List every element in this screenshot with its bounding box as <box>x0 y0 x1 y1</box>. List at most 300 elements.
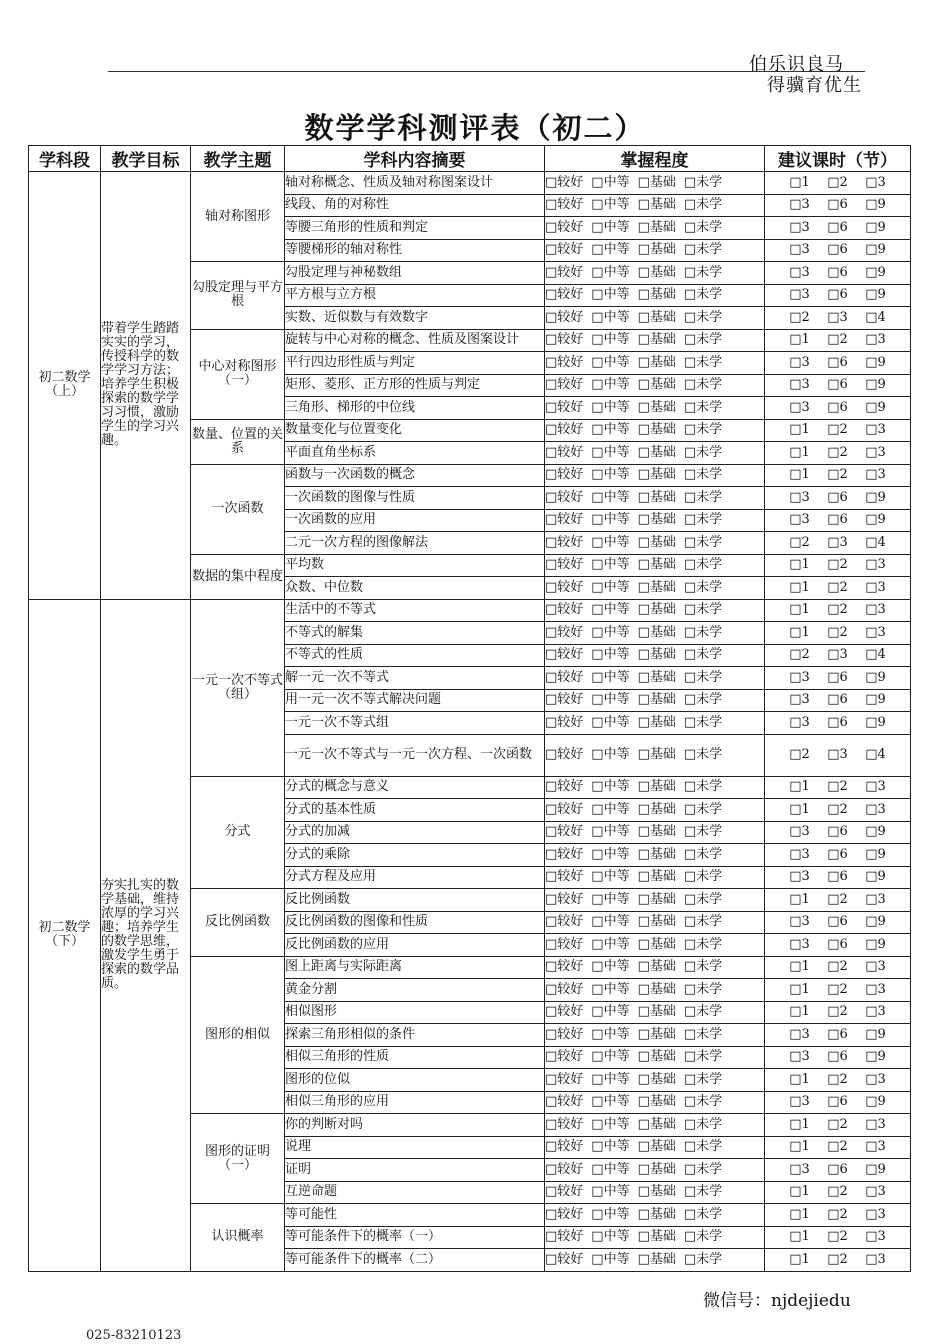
mastery-checkbox[interactable]: □未学 <box>683 467 723 483</box>
mastery-checkbox[interactable]: □较好 <box>545 602 584 618</box>
mastery-checkbox[interactable]: □未学 <box>683 779 723 795</box>
mastery-checkbox[interactable]: □中等 <box>591 1116 630 1132</box>
mastery-checkbox[interactable]: □未学 <box>683 936 723 952</box>
mastery-checkbox[interactable]: □未学 <box>683 647 723 663</box>
hours-checkbox[interactable]: □1 <box>789 891 810 907</box>
mastery-checkbox[interactable]: □基础 <box>637 891 676 907</box>
mastery-checkbox[interactable]: □未学 <box>683 534 723 550</box>
hours-checkbox[interactable]: □3 <box>789 219 810 235</box>
mastery-checkbox[interactable]: □基础 <box>637 332 676 348</box>
mastery-checkbox[interactable]: □基础 <box>637 534 676 550</box>
mastery-checkbox[interactable]: □基础 <box>637 914 676 930</box>
mastery-checkbox[interactable]: □较好 <box>545 1004 584 1020</box>
hours-checkbox[interactable]: □2 <box>827 332 848 348</box>
hours-checkbox[interactable]: □6 <box>827 824 848 840</box>
hours-checkbox[interactable]: □2 <box>827 959 848 975</box>
mastery-checkbox[interactable]: □基础 <box>637 1071 676 1087</box>
mastery-checkbox[interactable]: □未学 <box>683 174 723 190</box>
mastery-checkbox[interactable]: □较好 <box>545 264 584 280</box>
hours-checkbox[interactable]: □3 <box>789 1094 810 1110</box>
mastery-checkbox[interactable]: □未学 <box>683 747 723 762</box>
mastery-checkbox[interactable]: □中等 <box>591 779 630 795</box>
mastery-checkbox[interactable]: □基础 <box>637 624 676 640</box>
mastery-checkbox[interactable]: □未学 <box>683 602 723 618</box>
hours-checkbox[interactable]: □3 <box>865 1229 886 1245</box>
hours-checkbox[interactable]: □6 <box>827 1049 848 1065</box>
mastery-checkbox[interactable]: □较好 <box>545 1094 584 1110</box>
mastery-checkbox[interactable]: □较好 <box>545 869 584 885</box>
mastery-checkbox[interactable]: □较好 <box>545 1206 584 1222</box>
mastery-checkbox[interactable]: □未学 <box>683 264 723 280</box>
hours-checkbox[interactable]: □3 <box>789 692 810 708</box>
mastery-checkbox[interactable]: □较好 <box>545 647 584 663</box>
mastery-checkbox[interactable]: □中等 <box>591 714 630 730</box>
mastery-checkbox[interactable]: □较好 <box>545 287 584 303</box>
mastery-checkbox[interactable]: □中等 <box>591 309 630 325</box>
mastery-checkbox[interactable]: □基础 <box>637 287 676 303</box>
hours-checkbox[interactable]: □1 <box>789 801 810 817</box>
mastery-checkbox[interactable]: □基础 <box>637 377 676 393</box>
mastery-checkbox[interactable]: □较好 <box>545 399 584 415</box>
hours-checkbox[interactable]: □9 <box>865 692 886 708</box>
mastery-checkbox[interactable]: □基础 <box>637 747 676 762</box>
mastery-checkbox[interactable]: □未学 <box>683 1229 723 1245</box>
hours-checkbox[interactable]: □4 <box>865 647 886 663</box>
hours-checkbox[interactable]: □6 <box>827 287 848 303</box>
mastery-checkbox[interactable]: □中等 <box>591 846 630 862</box>
hours-checkbox[interactable]: □3 <box>865 981 886 997</box>
hours-checkbox[interactable]: □6 <box>827 197 848 213</box>
mastery-checkbox[interactable]: □中等 <box>591 422 630 438</box>
mastery-checkbox[interactable]: □基础 <box>637 512 676 528</box>
mastery-checkbox[interactable]: □中等 <box>591 1161 630 1177</box>
mastery-checkbox[interactable]: □中等 <box>591 1094 630 1110</box>
mastery-checkbox[interactable]: □中等 <box>591 692 630 708</box>
mastery-checkbox[interactable]: □未学 <box>683 1161 723 1177</box>
mastery-checkbox[interactable]: □中等 <box>591 332 630 348</box>
mastery-checkbox[interactable]: □未学 <box>683 1049 723 1065</box>
hours-checkbox[interactable]: □2 <box>827 174 848 190</box>
mastery-checkbox[interactable]: □较好 <box>545 309 584 325</box>
hours-checkbox[interactable]: □6 <box>827 399 848 415</box>
mastery-checkbox[interactable]: □较好 <box>545 444 584 460</box>
mastery-checkbox[interactable]: □未学 <box>683 219 723 235</box>
hours-checkbox[interactable]: □2 <box>827 557 848 573</box>
mastery-checkbox[interactable]: □较好 <box>545 846 584 862</box>
mastery-checkbox[interactable]: □未学 <box>683 512 723 528</box>
mastery-checkbox[interactable]: □较好 <box>545 714 584 730</box>
mastery-checkbox[interactable]: □中等 <box>591 959 630 975</box>
hours-checkbox[interactable]: □2 <box>827 1071 848 1087</box>
mastery-checkbox[interactable]: □较好 <box>545 534 584 550</box>
mastery-checkbox[interactable]: □基础 <box>637 1161 676 1177</box>
mastery-checkbox[interactable]: □基础 <box>637 1049 676 1065</box>
mastery-checkbox[interactable]: □中等 <box>591 1026 630 1042</box>
mastery-checkbox[interactable]: □较好 <box>545 377 584 393</box>
mastery-checkbox[interactable]: □中等 <box>591 174 630 190</box>
hours-checkbox[interactable]: □4 <box>865 309 886 325</box>
hours-checkbox[interactable]: □3 <box>827 309 848 325</box>
mastery-checkbox[interactable]: □基础 <box>637 1139 676 1155</box>
hours-checkbox[interactable]: □2 <box>827 422 848 438</box>
mastery-checkbox[interactable]: □基础 <box>637 669 676 685</box>
mastery-checkbox[interactable]: □中等 <box>591 914 630 930</box>
mastery-checkbox[interactable]: □中等 <box>591 1206 630 1222</box>
mastery-checkbox[interactable]: □中等 <box>591 219 630 235</box>
hours-checkbox[interactable]: □2 <box>827 624 848 640</box>
hours-checkbox[interactable]: □3 <box>789 512 810 528</box>
mastery-checkbox[interactable]: □未学 <box>683 399 723 415</box>
hours-checkbox[interactable]: □2 <box>827 891 848 907</box>
mastery-checkbox[interactable]: □较好 <box>545 557 584 573</box>
hours-checkbox[interactable]: □3 <box>789 399 810 415</box>
mastery-checkbox[interactable]: □基础 <box>637 579 676 595</box>
mastery-checkbox[interactable]: □未学 <box>683 1116 723 1132</box>
hours-checkbox[interactable]: □3 <box>789 489 810 505</box>
hours-checkbox[interactable]: □9 <box>865 242 886 258</box>
mastery-checkbox[interactable]: □基础 <box>637 647 676 663</box>
hours-checkbox[interactable]: □3 <box>827 747 848 762</box>
mastery-checkbox[interactable]: □未学 <box>683 579 723 595</box>
mastery-checkbox[interactable]: □较好 <box>545 1184 584 1200</box>
hours-checkbox[interactable]: □6 <box>827 242 848 258</box>
hours-checkbox[interactable]: □3 <box>789 1161 810 1177</box>
mastery-checkbox[interactable]: □基础 <box>637 869 676 885</box>
hours-checkbox[interactable]: □6 <box>827 669 848 685</box>
hours-checkbox[interactable]: □6 <box>827 1161 848 1177</box>
mastery-checkbox[interactable]: □较好 <box>545 1251 584 1267</box>
mastery-checkbox[interactable]: □较好 <box>545 936 584 952</box>
mastery-checkbox[interactable]: □较好 <box>545 1229 584 1245</box>
mastery-checkbox[interactable]: □中等 <box>591 602 630 618</box>
hours-checkbox[interactable]: □1 <box>789 422 810 438</box>
mastery-checkbox[interactable]: □未学 <box>683 1184 723 1200</box>
hours-checkbox[interactable]: □9 <box>865 669 886 685</box>
hours-checkbox[interactable]: □3 <box>865 1184 886 1200</box>
mastery-checkbox[interactable]: □未学 <box>683 1004 723 1020</box>
mastery-checkbox[interactable]: □未学 <box>683 242 723 258</box>
mastery-checkbox[interactable]: □中等 <box>591 1251 630 1267</box>
hours-checkbox[interactable]: □3 <box>865 959 886 975</box>
mastery-checkbox[interactable]: □中等 <box>591 669 630 685</box>
mastery-checkbox[interactable]: □未学 <box>683 824 723 840</box>
mastery-checkbox[interactable]: □未学 <box>683 846 723 862</box>
mastery-checkbox[interactable]: □基础 <box>637 489 676 505</box>
hours-checkbox[interactable]: □1 <box>789 1251 810 1267</box>
mastery-checkbox[interactable]: □未学 <box>683 444 723 460</box>
mastery-checkbox[interactable]: □基础 <box>637 1229 676 1245</box>
mastery-checkbox[interactable]: □较好 <box>545 219 584 235</box>
mastery-checkbox[interactable]: □中等 <box>591 1229 630 1245</box>
mastery-checkbox[interactable]: □较好 <box>545 692 584 708</box>
hours-checkbox[interactable]: □3 <box>789 264 810 280</box>
hours-checkbox[interactable]: □3 <box>789 197 810 213</box>
mastery-checkbox[interactable]: □较好 <box>545 242 584 258</box>
hours-checkbox[interactable]: □2 <box>789 309 810 325</box>
hours-checkbox[interactable]: □2 <box>827 1139 848 1155</box>
mastery-checkbox[interactable]: □较好 <box>545 747 584 762</box>
mastery-checkbox[interactable]: □较好 <box>545 1116 584 1132</box>
hours-checkbox[interactable]: □3 <box>865 1206 886 1222</box>
hours-checkbox[interactable]: □3 <box>865 624 886 640</box>
mastery-checkbox[interactable]: □中等 <box>591 444 630 460</box>
mastery-checkbox[interactable]: □中等 <box>591 197 630 213</box>
mastery-checkbox[interactable]: □基础 <box>637 467 676 483</box>
mastery-checkbox[interactable]: □未学 <box>683 1251 723 1267</box>
mastery-checkbox[interactable]: □较好 <box>545 354 584 370</box>
mastery-checkbox[interactable]: □基础 <box>637 1184 676 1200</box>
hours-checkbox[interactable]: □1 <box>789 779 810 795</box>
mastery-checkbox[interactable]: □基础 <box>637 801 676 817</box>
mastery-checkbox[interactable]: □未学 <box>683 869 723 885</box>
hours-checkbox[interactable]: □9 <box>865 1094 886 1110</box>
hours-checkbox[interactable]: □3 <box>865 1004 886 1020</box>
mastery-checkbox[interactable]: □未学 <box>683 422 723 438</box>
hours-checkbox[interactable]: □1 <box>789 174 810 190</box>
hours-checkbox[interactable]: □9 <box>865 377 886 393</box>
mastery-checkbox[interactable]: □基础 <box>637 959 676 975</box>
hours-checkbox[interactable]: □2 <box>827 1206 848 1222</box>
hours-checkbox[interactable]: □3 <box>789 669 810 685</box>
hours-checkbox[interactable]: □6 <box>827 354 848 370</box>
hours-checkbox[interactable]: □3 <box>865 444 886 460</box>
mastery-checkbox[interactable]: □基础 <box>637 714 676 730</box>
mastery-checkbox[interactable]: □较好 <box>545 914 584 930</box>
mastery-checkbox[interactable]: □基础 <box>637 354 676 370</box>
mastery-checkbox[interactable]: □未学 <box>683 309 723 325</box>
mastery-checkbox[interactable]: □未学 <box>683 1071 723 1087</box>
mastery-checkbox[interactable]: □基础 <box>637 1026 676 1042</box>
mastery-checkbox[interactable]: □中等 <box>591 1071 630 1087</box>
mastery-checkbox[interactable]: □基础 <box>637 444 676 460</box>
mastery-checkbox[interactable]: □中等 <box>591 467 630 483</box>
hours-checkbox[interactable]: □3 <box>865 422 886 438</box>
mastery-checkbox[interactable]: □基础 <box>637 557 676 573</box>
mastery-checkbox[interactable]: □中等 <box>591 647 630 663</box>
hours-checkbox[interactable]: □9 <box>865 399 886 415</box>
mastery-checkbox[interactable]: □基础 <box>637 1206 676 1222</box>
mastery-checkbox[interactable]: □基础 <box>637 1116 676 1132</box>
mastery-checkbox[interactable]: □中等 <box>591 512 630 528</box>
mastery-checkbox[interactable]: □较好 <box>545 891 584 907</box>
hours-checkbox[interactable]: □9 <box>865 287 886 303</box>
hours-checkbox[interactable]: □2 <box>827 779 848 795</box>
hours-checkbox[interactable]: □3 <box>865 1116 886 1132</box>
mastery-checkbox[interactable]: □较好 <box>545 959 584 975</box>
hours-checkbox[interactable]: □9 <box>865 869 886 885</box>
hours-checkbox[interactable]: □9 <box>865 489 886 505</box>
hours-checkbox[interactable]: □3 <box>865 467 886 483</box>
mastery-checkbox[interactable]: □较好 <box>545 579 584 595</box>
mastery-checkbox[interactable]: □中等 <box>591 1184 630 1200</box>
hours-checkbox[interactable]: □1 <box>789 1139 810 1155</box>
mastery-checkbox[interactable]: □较好 <box>545 801 584 817</box>
mastery-checkbox[interactable]: □较好 <box>545 197 584 213</box>
mastery-checkbox[interactable]: □较好 <box>545 332 584 348</box>
mastery-checkbox[interactable]: □基础 <box>637 1251 676 1267</box>
hours-checkbox[interactable]: □2 <box>827 981 848 997</box>
mastery-checkbox[interactable]: □未学 <box>683 624 723 640</box>
mastery-checkbox[interactable]: □中等 <box>591 1004 630 1020</box>
mastery-checkbox[interactable]: □较好 <box>545 624 584 640</box>
mastery-checkbox[interactable]: □未学 <box>683 197 723 213</box>
hours-checkbox[interactable]: □6 <box>827 936 848 952</box>
hours-checkbox[interactable]: □3 <box>827 534 848 550</box>
mastery-checkbox[interactable]: □未学 <box>683 354 723 370</box>
hours-checkbox[interactable]: □6 <box>827 264 848 280</box>
hours-checkbox[interactable]: □3 <box>865 1071 886 1087</box>
hours-checkbox[interactable]: □9 <box>865 1026 886 1042</box>
hours-checkbox[interactable]: □3 <box>789 377 810 393</box>
hours-checkbox[interactable]: □6 <box>827 1094 848 1110</box>
mastery-checkbox[interactable]: □基础 <box>637 197 676 213</box>
hours-checkbox[interactable]: □9 <box>865 1049 886 1065</box>
mastery-checkbox[interactable]: □基础 <box>637 602 676 618</box>
mastery-checkbox[interactable]: □中等 <box>591 869 630 885</box>
hours-checkbox[interactable]: □6 <box>827 714 848 730</box>
hours-checkbox[interactable]: □1 <box>789 1206 810 1222</box>
hours-checkbox[interactable]: □1 <box>789 1116 810 1132</box>
mastery-checkbox[interactable]: □中等 <box>591 534 630 550</box>
hours-checkbox[interactable]: □3 <box>827 647 848 663</box>
mastery-checkbox[interactable]: □基础 <box>637 824 676 840</box>
mastery-checkbox[interactable]: □中等 <box>591 264 630 280</box>
hours-checkbox[interactable]: □1 <box>789 444 810 460</box>
mastery-checkbox[interactable]: □基础 <box>637 399 676 415</box>
hours-checkbox[interactable]: □9 <box>865 824 886 840</box>
hours-checkbox[interactable]: □2 <box>827 602 848 618</box>
mastery-checkbox[interactable]: □基础 <box>637 1004 676 1020</box>
mastery-checkbox[interactable]: □未学 <box>683 1026 723 1042</box>
hours-checkbox[interactable]: □6 <box>827 377 848 393</box>
hours-checkbox[interactable]: □9 <box>865 714 886 730</box>
hours-checkbox[interactable]: □9 <box>865 1161 886 1177</box>
hours-checkbox[interactable]: □3 <box>789 1049 810 1065</box>
mastery-checkbox[interactable]: □基础 <box>637 264 676 280</box>
hours-checkbox[interactable]: □3 <box>789 824 810 840</box>
mastery-checkbox[interactable]: □基础 <box>637 779 676 795</box>
mastery-checkbox[interactable]: □较好 <box>545 1161 584 1177</box>
hours-checkbox[interactable]: □3 <box>789 287 810 303</box>
mastery-checkbox[interactable]: □中等 <box>591 399 630 415</box>
hours-checkbox[interactable]: □2 <box>789 647 810 663</box>
hours-checkbox[interactable]: □9 <box>865 846 886 862</box>
mastery-checkbox[interactable]: □未学 <box>683 714 723 730</box>
hours-checkbox[interactable]: □6 <box>827 846 848 862</box>
mastery-checkbox[interactable]: □中等 <box>591 242 630 258</box>
hours-checkbox[interactable]: □1 <box>789 1071 810 1087</box>
hours-checkbox[interactable]: □9 <box>865 264 886 280</box>
hours-checkbox[interactable]: □3 <box>789 714 810 730</box>
mastery-checkbox[interactable]: □中等 <box>591 1049 630 1065</box>
hours-checkbox[interactable]: □2 <box>827 444 848 460</box>
mastery-checkbox[interactable]: □未学 <box>683 489 723 505</box>
hours-checkbox[interactable]: □3 <box>789 846 810 862</box>
mastery-checkbox[interactable]: □基础 <box>637 1094 676 1110</box>
mastery-checkbox[interactable]: □中等 <box>591 981 630 997</box>
mastery-checkbox[interactable]: □中等 <box>591 579 630 595</box>
hours-checkbox[interactable]: □3 <box>789 914 810 930</box>
mastery-checkbox[interactable]: □未学 <box>683 914 723 930</box>
hours-checkbox[interactable]: □6 <box>827 1026 848 1042</box>
hours-checkbox[interactable]: □2 <box>827 1116 848 1132</box>
hours-checkbox[interactable]: □3 <box>865 174 886 190</box>
hours-checkbox[interactable]: □9 <box>865 354 886 370</box>
hours-checkbox[interactable]: □3 <box>789 242 810 258</box>
hours-checkbox[interactable]: □3 <box>865 332 886 348</box>
mastery-checkbox[interactable]: □较好 <box>545 824 584 840</box>
hours-checkbox[interactable]: □3 <box>865 557 886 573</box>
mastery-checkbox[interactable]: □基础 <box>637 174 676 190</box>
mastery-checkbox[interactable]: □较好 <box>545 489 584 505</box>
mastery-checkbox[interactable]: □未学 <box>683 1094 723 1110</box>
mastery-checkbox[interactable]: □较好 <box>545 779 584 795</box>
mastery-checkbox[interactable]: □未学 <box>683 1206 723 1222</box>
hours-checkbox[interactable]: □6 <box>827 692 848 708</box>
hours-checkbox[interactable]: □6 <box>827 914 848 930</box>
hours-checkbox[interactable]: □9 <box>865 197 886 213</box>
mastery-checkbox[interactable]: □中等 <box>591 354 630 370</box>
hours-checkbox[interactable]: □1 <box>789 579 810 595</box>
mastery-checkbox[interactable]: □基础 <box>637 846 676 862</box>
mastery-checkbox[interactable]: □中等 <box>591 489 630 505</box>
mastery-checkbox[interactable]: □未学 <box>683 801 723 817</box>
hours-checkbox[interactable]: □2 <box>827 579 848 595</box>
hours-checkbox[interactable]: □3 <box>789 1026 810 1042</box>
hours-checkbox[interactable]: □2 <box>827 467 848 483</box>
mastery-checkbox[interactable]: □较好 <box>545 1139 584 1155</box>
hours-checkbox[interactable]: □1 <box>789 1004 810 1020</box>
hours-checkbox[interactable]: □2 <box>827 1229 848 1245</box>
mastery-checkbox[interactable]: □基础 <box>637 692 676 708</box>
hours-checkbox[interactable]: □2 <box>789 747 810 762</box>
hours-checkbox[interactable]: □4 <box>865 534 886 550</box>
mastery-checkbox[interactable]: □较好 <box>545 422 584 438</box>
mastery-checkbox[interactable]: □基础 <box>637 219 676 235</box>
hours-checkbox[interactable]: □3 <box>789 869 810 885</box>
hours-checkbox[interactable]: □3 <box>789 354 810 370</box>
mastery-checkbox[interactable]: □较好 <box>545 981 584 997</box>
hours-checkbox[interactable]: □2 <box>827 1251 848 1267</box>
hours-checkbox[interactable]: □2 <box>827 801 848 817</box>
mastery-checkbox[interactable]: □基础 <box>637 981 676 997</box>
hours-checkbox[interactable]: □3 <box>865 891 886 907</box>
mastery-checkbox[interactable]: □中等 <box>591 557 630 573</box>
hours-checkbox[interactable]: □1 <box>789 624 810 640</box>
mastery-checkbox[interactable]: □较好 <box>545 1026 584 1042</box>
mastery-checkbox[interactable]: □未学 <box>683 377 723 393</box>
hours-checkbox[interactable]: □1 <box>789 332 810 348</box>
mastery-checkbox[interactable]: □较好 <box>545 467 584 483</box>
mastery-checkbox[interactable]: □较好 <box>545 512 584 528</box>
mastery-checkbox[interactable]: □中等 <box>591 801 630 817</box>
hours-checkbox[interactable]: □9 <box>865 219 886 235</box>
mastery-checkbox[interactable]: □中等 <box>591 624 630 640</box>
hours-checkbox[interactable]: □9 <box>865 936 886 952</box>
hours-checkbox[interactable]: □2 <box>827 1004 848 1020</box>
hours-checkbox[interactable]: □3 <box>865 579 886 595</box>
mastery-checkbox[interactable]: □未学 <box>683 959 723 975</box>
mastery-checkbox[interactable]: □较好 <box>545 174 584 190</box>
hours-checkbox[interactable]: □3 <box>865 801 886 817</box>
mastery-checkbox[interactable]: □基础 <box>637 936 676 952</box>
hours-checkbox[interactable]: □3 <box>865 1139 886 1155</box>
hours-checkbox[interactable]: □2 <box>827 1184 848 1200</box>
hours-checkbox[interactable]: □2 <box>789 534 810 550</box>
hours-checkbox[interactable]: □6 <box>827 219 848 235</box>
mastery-checkbox[interactable]: □未学 <box>683 669 723 685</box>
mastery-checkbox[interactable]: □未学 <box>683 332 723 348</box>
